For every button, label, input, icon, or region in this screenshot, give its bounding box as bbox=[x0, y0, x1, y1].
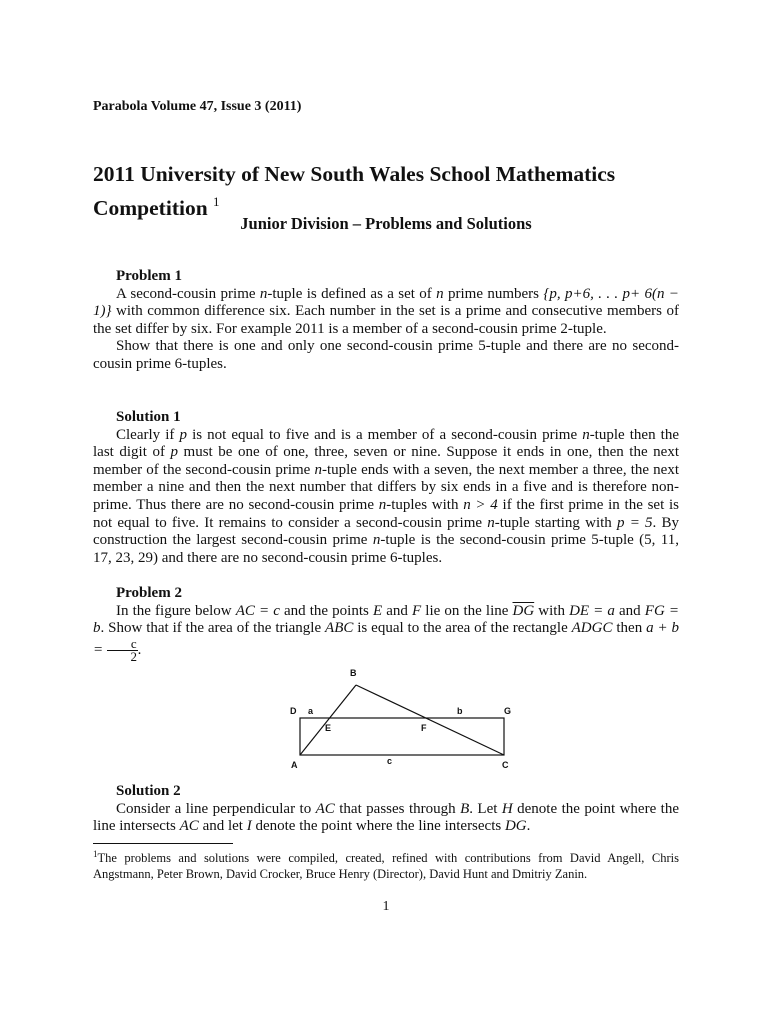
problem-2-heading: Problem 2 bbox=[116, 585, 182, 601]
prime-tuple: (5, 11, 17, 23, 29) bbox=[93, 532, 679, 566]
footnote-rule bbox=[93, 843, 233, 844]
side-bc bbox=[356, 685, 504, 755]
footnote-mark: 1 bbox=[93, 849, 98, 859]
label-a: a bbox=[308, 706, 314, 716]
problem-1-paragraph-1: A second-cousin prime n-tuple is defined as a set of n prime numbers {p, p+6, . . . p+ 6(n − 1)} with common difference six. Each number in the set is a prime and consecutive members of the set differ by six. For example 2011 is a member of a second-cousin prime 2-tuple. bbox=[93, 285, 679, 337]
label-D: D bbox=[290, 706, 297, 716]
label-C: C bbox=[502, 760, 509, 770]
title-footnote-mark: 1 bbox=[213, 194, 220, 209]
page-title bbox=[93, 160, 683, 222]
label-c: c bbox=[387, 756, 393, 766]
solution-2-heading: Solution 2 bbox=[116, 783, 181, 799]
problem-1-paragraph-2: Show that there is one and only one second-cousin prime 5-tuple and there are no second-cousin prime 6-tuples. bbox=[93, 338, 679, 372]
footnote bbox=[93, 846, 679, 882]
problem-1 bbox=[93, 268, 679, 374]
solution-1-heading: Solution 1 bbox=[116, 409, 181, 425]
solution-1-paragraph: Clearly if p is not equal to five and is a member of a second-cousin prime n-tuple then the last digit of p must be one of one, three, seven or nine. Suppose it ends in one, then the next member of the second-cousin prime n-tuple ends with a seven, the next member a three, the next member a nine and then the next number that differs by six ends in a five and is therefore non-prime. Thus there are no second-cousin prime n-tuples with n > 4 if the first prime in the set is not equal to five. It remains to consider a second-cousin prime n-tuple starting with p = 5. By construction the largest second-cousin prime n-tuple is the second-cousin prime 5-tuple (5, 11, 17, 23, 29) and there are no second-cousin prime 6-tuples. bbox=[93, 426, 680, 566]
triangle-rectangle-figure bbox=[288, 665, 528, 775]
solution-2 bbox=[93, 783, 679, 836]
problem-2 bbox=[93, 585, 679, 663]
label-A: A bbox=[291, 760, 298, 770]
side-ab bbox=[300, 685, 356, 755]
solution-2-paragraph: Consider a line perpendicular to AC that passes through B. Let H denote the point where the line intersects AC and let I denote the point where the line intersects DG. bbox=[93, 800, 680, 835]
fraction-c-over-2: $\frac{c}{2}$ bbox=[107, 638, 138, 663]
label-b: b bbox=[457, 706, 463, 716]
problem-1-heading: Problem 1 bbox=[116, 268, 182, 284]
subtitle: Junior Division – Problems and Solutions bbox=[240, 214, 532, 233]
page-number: 1 bbox=[382, 899, 390, 914]
label-E: E bbox=[325, 723, 332, 733]
solution-1 bbox=[93, 409, 679, 567]
title-text: 2011 University of New South Wales School Mathematics Competition bbox=[93, 162, 616, 220]
label-B: B bbox=[350, 668, 357, 678]
label-G: G bbox=[504, 706, 512, 716]
label-F: F bbox=[421, 723, 427, 733]
running-header: Parabola Volume 47, Issue 3 (2011) bbox=[93, 99, 302, 114]
prime-set-expression: {p, p+6, . . . p+ 6(n − 1)} bbox=[93, 285, 679, 320]
footnote-text: The problems and solutions were compiled, created, refined with contributions from David Angell, Chris Angstmann, Peter Brown, David Crocker, Bruce Henry (Director), David Hunt and Dmitriy Zanin. bbox=[93, 851, 679, 882]
problem-2-paragraph: In the figure below AC = c and the points E and F lie on the line $\overline{DG}$ with DE = a and FG = b. Show that if the area of the triangle ABC is equal to the area of the rectangle ADGC then a + b = $\frac{c}{2}$ . bbox=[93, 602, 680, 664]
